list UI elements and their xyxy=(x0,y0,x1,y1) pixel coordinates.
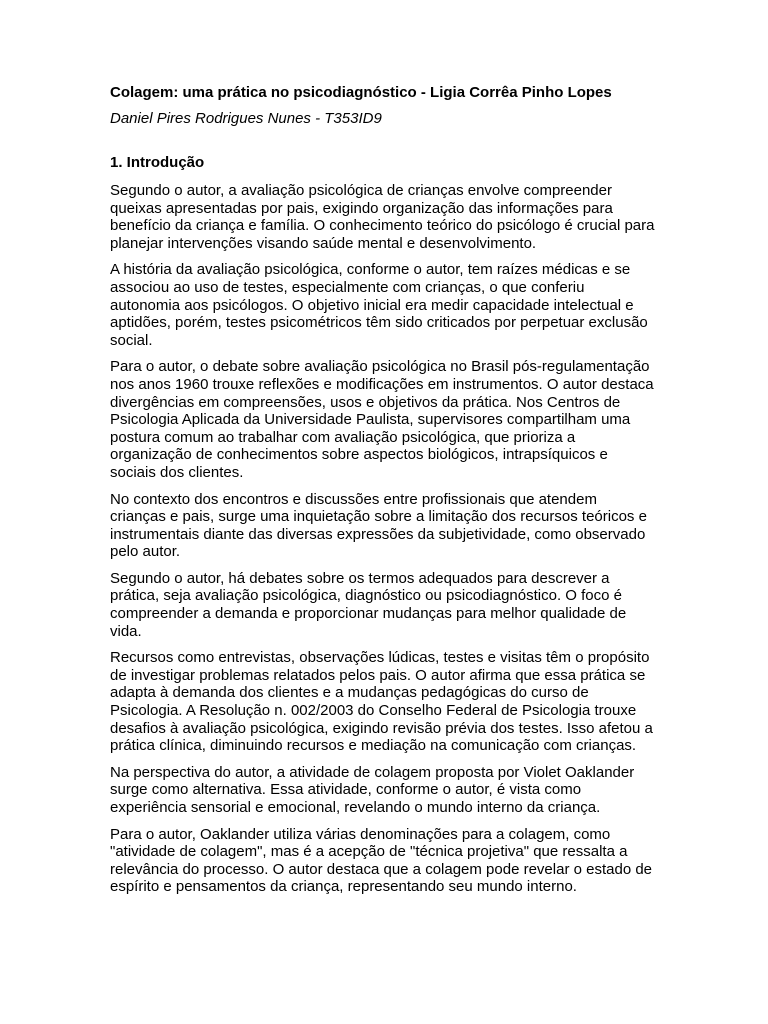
paragraph-6: Recursos como entrevistas, observações lúdicas, testes e visitas têm o propósito de investigar problemas relatados pelos pais. O autor afirma que essa prática se adapta à demanda dos clientes e a mudanças pedagógicas do curso de Psicologia. A Resolução n. 002/2003 do Conselho Federal de Psicologia trouxe desafios à avaliação psicológica, exigindo revisão prévia dos testes. Isso afetou a prática clínica, diminuindo recursos e mediação na comunicação com crianças. xyxy=(110,649,653,755)
paragraph-2: A história da avaliação psicológica, conforme o autor, tem raízes médicas e se associou ao uso de testes, especialmente com crianças, o que conferiu autonomia aos psicólogos. O objetivo inicial era medir capacidade intelectual e aptidões, porém, testes psicométricos têm sido criticados por perpetuar exclusão social. xyxy=(110,261,648,349)
document-page xyxy=(110,84,656,905)
paragraph-5: Segundo o autor, há debates sobre os termos adequados para descrever a prática, seja avaliação psicológica, diagnóstico ou psicodiagnóstico. O foco é compreender a demanda e proporcionar mudanças para melhor qualidade de vida. xyxy=(110,569,627,640)
document-author: Daniel Pires Rodrigues Nunes - T353ID9 xyxy=(110,110,382,127)
section-heading: 1. Introdução xyxy=(110,154,205,171)
document-title: Colagem: uma prática no psicodiagnóstico - Ligia Corrêa Pinho Lopes xyxy=(110,84,612,101)
paragraph-1: Segundo o autor, a avaliação psicológica de crianças envolve compreender queixas apresentadas por pais, exigindo organização das informações para benefício da criança e família. O conhecimento teórico do psicólogo é crucial para planejar intervenções visando saúde mental e desenvolvimento. xyxy=(110,182,655,252)
paragraph-3: Para o autor, o debate sobre avaliação psicológica no Brasil pós-regulamentação nos anos 1960 trouxe reflexões e modificações em instrumentos. O autor destaca divergências em compreensões, usos e objetivos da prática. Nos Centros de Psicologia Aplicada da Universidade Paulista, supervisores compartilham uma postura comum ao trabalhar com avaliação psicológica, que prioriza a organização de conhecimentos sobre aspectos biológicos, intrapsíquicos e sociais dos clientes. xyxy=(110,358,654,481)
paragraph-4: No contexto dos encontros e discussões entre profissionais que atendem crianças e pais, surge uma inquietação sobre a limitação dos recursos teóricos e instrumentais diante das diversas expressões da subjetividade, como observado pelo autor. xyxy=(110,490,647,561)
paragraph-7: Na perspectiva do autor, a atividade de colagem proposta por Violet Oaklander surge como alternativa. Essa atividade, conforme o autor, é vista como experiência sensorial e emocional, revelando o mundo interno da criança. xyxy=(110,763,635,816)
paragraph-8: Para o autor, Oaklander utiliza várias denominações para a colagem, como "atividade de colagem", mas é a acepção de "técnica projetiva" que ressalta a relevância do processo. O autor destaca que a colagem pode revelar o estado de espírito e pensamentos da criança, representando seu mundo interno. xyxy=(110,825,653,896)
